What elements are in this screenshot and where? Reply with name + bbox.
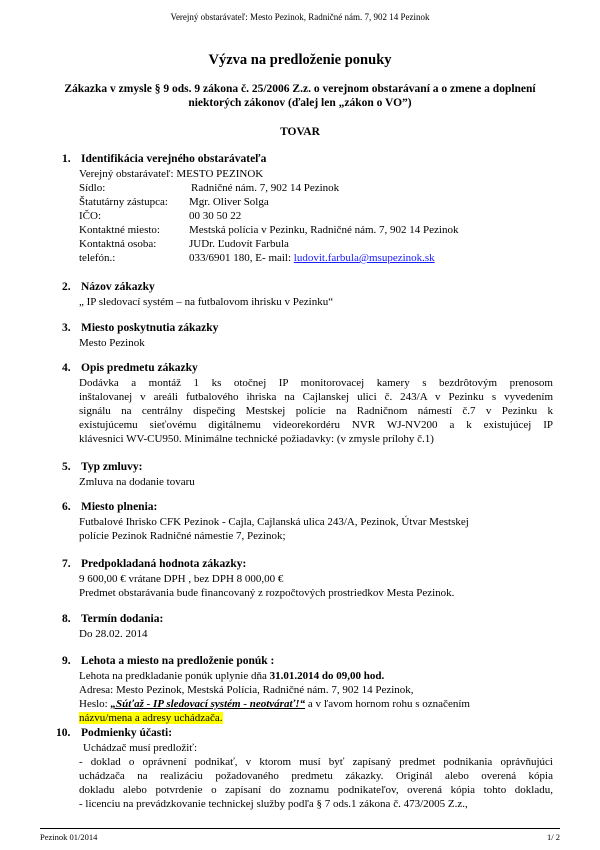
s4-line-last: klávesnici WV-CU950. Minimálne technické požiadavky: (v zmysle prílohy č.1) — [79, 433, 434, 445]
s1-contracting-authority: Verejný obstarávateľ: MESTO PEZINOK — [79, 168, 264, 180]
s10-line: uchádzača na realizáciu požadovaného predmetu zákazky. Originál alebo overená kópia — [79, 770, 553, 782]
section-7-heading: 7. Predpokladaná hodnota zákazky: — [62, 558, 247, 570]
s4-line: inštalovanej v areáli futbalového ihriska na Cajlanskej ulici č. 243/A v Pezinku s vyvedením — [79, 391, 553, 403]
s1-phone-label: telefón.: — [79, 252, 116, 264]
s1-sidlo-value: Radničné nám. 7, 902 14 Pezinok — [191, 182, 340, 194]
s1-contact-place-value: Mestská polícia v Pezinku, Radničné nám. 7, 902 14 Pezinok — [189, 224, 459, 236]
category-label: TOVAR — [280, 126, 320, 138]
s10-line-last: - licenciu na prevádzkovanie technickej služby podľa § 7 ods.1 zákona č. 473/2005 Z.z., — [79, 798, 468, 810]
s3-text: Mesto Pezinok — [79, 337, 145, 349]
section-8-heading: 8. Termín dodania: — [62, 613, 164, 625]
s1-ico-value: 00 30 50 22 — [189, 210, 242, 222]
s5-text: Zmluva na dodanie tovaru — [79, 476, 195, 488]
section-3-heading: 3. Miesto poskytnutia zákazky — [62, 322, 219, 334]
s10-line: dokladu alebo potvrdenie o zapísaní do zoznamu podnikateľov, overená kópia tohto dokladu, — [79, 784, 553, 796]
s9-name-address: názvu/mena a adresy uchádzača. — [79, 712, 223, 724]
s1-contact-person-value: JUDr. Ľudovít Farbula — [189, 238, 289, 250]
footer-divider — [40, 828, 560, 829]
s1-statutory-label: Štatutárny zástupca: — [79, 196, 168, 208]
s7-financing: Predmet obstarávania bude financovaný z rozpočtových prostriedkov Mesta Pezinok. — [79, 587, 455, 599]
section-10-heading: 10. Podmienky účasti: — [56, 727, 173, 739]
s9-password: Heslo: „Súťaž - IP sledovací systém - neotvárať!“ a v ľavom hornom rohu s označením — [79, 698, 470, 710]
page-number: 1/ 2 — [547, 832, 560, 842]
document-title: Výzva na predloženie ponuky — [208, 52, 392, 68]
s1-phone-value: 033/6901 180, E- mail: ludovit.farbula@msupezinok.sk — [189, 252, 435, 264]
s9-address: Adresa: Mesto Pezinok, Mestská Polícia, Radničné nám. 7, 902 14 Pezinok, — [79, 684, 414, 696]
section-9-heading: 9. Lehota a miesto na predloženie ponúk : — [62, 655, 275, 667]
s10-line: - doklad o oprávnení podnikať, v ktorom musí byť zapísaný predmet podnikania oprávňujúci — [79, 756, 553, 768]
section-6-heading: 6. Miesto plnenia: — [62, 501, 158, 513]
document-subtitle: Zákazka v zmysle § 9 ods. 9 zákona č. 25/2006 Z.z. o verejnom obstarávaní a o zmene a doplnení niektorých zákonov (ďalej len „zákon o VO”) — [64, 83, 536, 109]
footer-date: Pezinok 01/2014 — [40, 832, 98, 842]
s10-intro: Uchádzač musí predložiť: — [83, 742, 198, 754]
s1-sidlo-label: Sídlo: — [79, 182, 106, 194]
s1-contact-place-label: Kontaktné miesto: — [79, 224, 160, 236]
s6-line2: polície Pezinok Radničné námestie 7, Pezinok; — [79, 530, 286, 542]
s4-line: Dodávka a montáž 1 ks otočnej IP monitorovacej kamery s bezdrôtovým prenosom — [79, 377, 553, 389]
s1-ico-label: IČO: — [79, 210, 101, 222]
s9-deadline: Lehota na predkladanie ponúk uplynie dňa 31.01.2014 do 09,00 hod. — [79, 670, 385, 682]
s6-line1: Futbalové Ihrisko CFK Pezinok - Cajla, Cajlanská ulica 243/A, Pezinok, Útvar Mestskej — [79, 516, 469, 528]
section-5-heading: 5. Typ zmluvy: — [62, 461, 143, 473]
section-1-heading: 1. Identifikácia verejného obstarávateľa — [62, 153, 267, 165]
page-header: Verejný obstarávateľ: Mesto Pezinok, Radničné nám. 7, 902 14 Pezinok — [170, 12, 430, 22]
section-2-heading: 2. Názov zákazky — [62, 281, 155, 293]
s4-line: existujúcemu sieťovému digitálnemu videorekordéru NVR WJ-NV200 a k existujúcej IP — [79, 419, 553, 431]
s2-text: „ IP sledovací systém – na futbalovom ihrisku v Pezinku“ — [79, 296, 334, 308]
s8-text: Do 28.02. 2014 — [79, 628, 148, 640]
s7-value: 9 600,00 € vrátane DPH , bez DPH 8 000,00 € — [79, 573, 284, 585]
s4-line: signálu na centrálny dispečing Mestskej polície na Radničnom námestí č.7 v Pezinku k — [79, 405, 553, 417]
s1-statutory-value: Mgr. Oliver Solga — [189, 196, 269, 208]
section-4-heading: 4. Opis predmetu zákazky — [62, 362, 198, 374]
email-link[interactable]: ludovit.farbula@msupezinok.sk — [293, 252, 435, 264]
s1-contact-person-label: Kontaktná osoba: — [79, 238, 157, 250]
